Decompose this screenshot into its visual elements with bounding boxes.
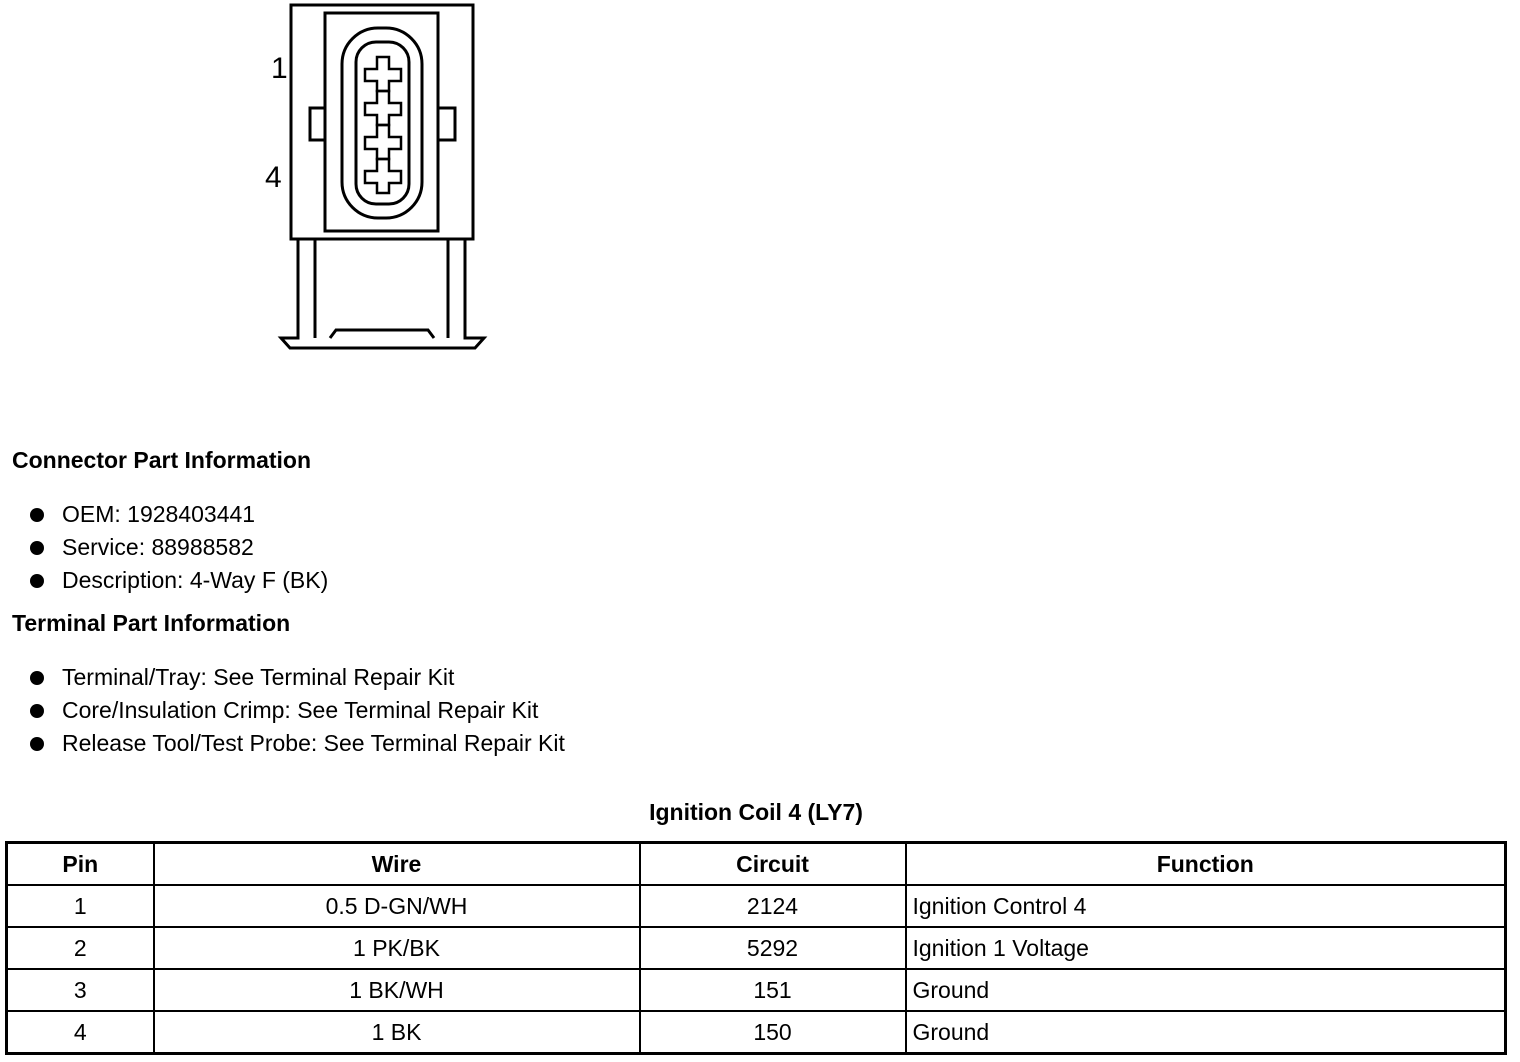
column-header-function: Function [906, 843, 1506, 886]
connector-left-latch [310, 108, 325, 140]
connector-base-tab [281, 239, 484, 348]
list-item: Terminal/Tray: See Terminal Repair Kit [28, 661, 565, 694]
list-item: Service: 88988582 [28, 531, 328, 564]
table-row [7, 885, 1506, 927]
table-row [7, 927, 1506, 969]
pin-cavity-4 [365, 159, 401, 193]
cell-wire: 1 BK [154, 1011, 640, 1054]
cell-wire: 1 PK/BK [154, 927, 640, 969]
cell-circuit: 5292 [640, 927, 906, 969]
cell-wire: 1 BK/WH [154, 969, 640, 1011]
cell-function: Ignition Control 4 [906, 885, 1506, 927]
cell-function: Ground [906, 1011, 1506, 1054]
pin-label-4: 4 [265, 161, 282, 194]
pin-cavity-2 [365, 91, 401, 125]
column-header-circuit: Circuit [640, 843, 906, 886]
cell-circuit: 150 [640, 1011, 906, 1054]
table-header-row [7, 843, 1506, 886]
cell-pin: 4 [7, 1011, 154, 1054]
cell-wire: 0.5 D-GN/WH [154, 885, 640, 927]
cell-pin: 2 [7, 927, 154, 969]
list-item: Core/Insulation Crimp: See Terminal Repair Kit [28, 694, 565, 727]
cell-circuit: 2124 [640, 885, 906, 927]
connector-info-heading: Connector Part Information [12, 447, 312, 473]
terminal-info-list [28, 661, 565, 760]
terminal-info-heading: Terminal Part Information [12, 610, 291, 636]
cell-pin: 1 [7, 885, 154, 927]
list-item: OEM: 1928403441 [28, 498, 328, 531]
pin-cavity-1 [365, 57, 401, 91]
table-row [7, 969, 1506, 1011]
cell-pin: 3 [7, 969, 154, 1011]
cell-function: Ignition 1 Voltage [906, 927, 1506, 969]
pinout-table [5, 841, 1507, 1055]
connector-face-diagram [255, 0, 515, 360]
list-item: Release Tool/Test Probe: See Terminal Repair Kit [28, 727, 565, 760]
connector-right-latch [438, 108, 455, 140]
column-header-pin: Pin [7, 843, 154, 886]
pin-cavity-3 [365, 125, 401, 159]
column-header-wire: Wire [154, 843, 640, 886]
list-item: Description: 4-Way F (BK) [28, 564, 328, 597]
connector-info-list [28, 498, 328, 597]
cell-function: Ground [906, 969, 1506, 1011]
table-title: Ignition Coil 4 (LY7) [649, 799, 863, 825]
table-row [7, 1011, 1506, 1054]
cell-circuit: 151 [640, 969, 906, 1011]
pin-label-1: 1 [271, 52, 288, 85]
